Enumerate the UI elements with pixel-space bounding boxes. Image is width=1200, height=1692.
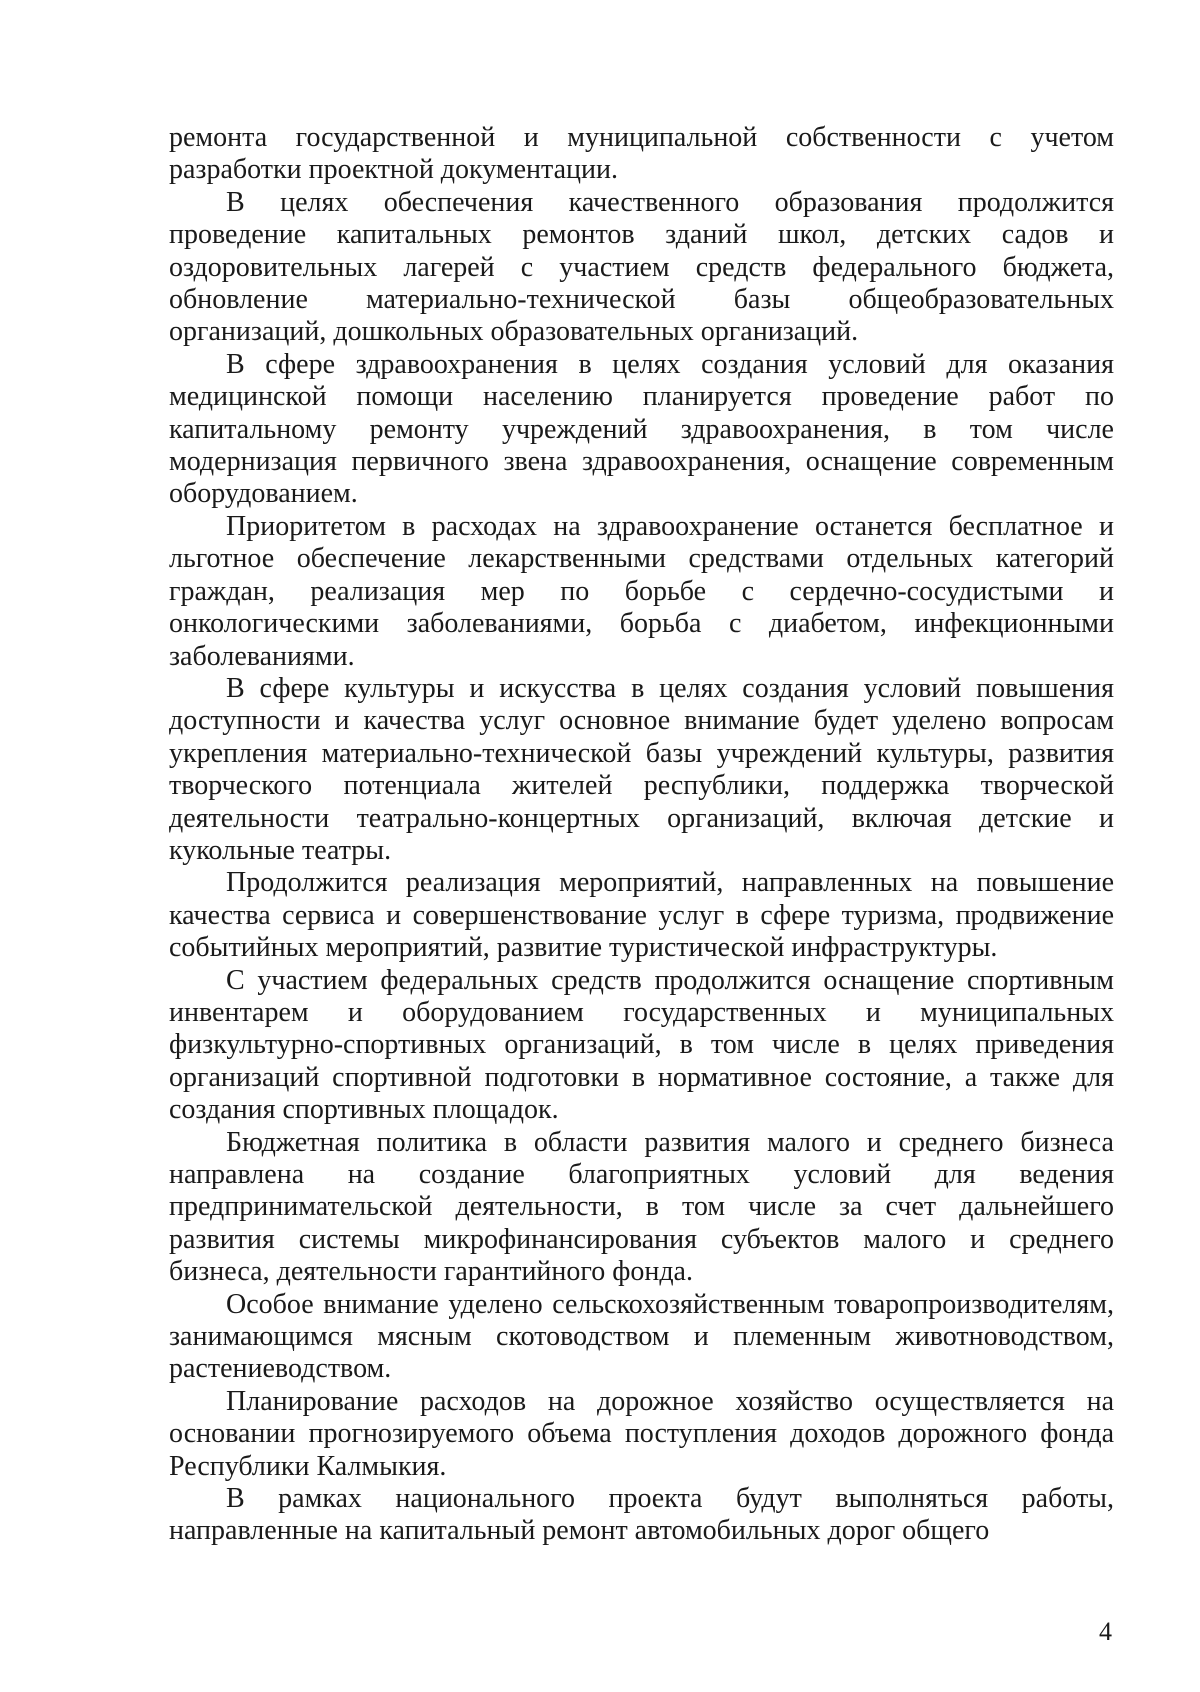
document-body (169, 122, 1114, 1548)
page-number: 4 (1099, 1617, 1112, 1646)
paragraph-sports: С участием федеральных средств продолжится оснащение спортивным инвентарем и оборудованием государственных и муниципальных физкультурно-спортивных организаций, в том числе в целях приведения организаций спортивной подготовки в нормативное состояние, а также для создания спортивных площадок. (169, 964, 1114, 1126)
paragraph-tourism: Продолжится реализация мероприятий, направленных на повышение качества сервиса и совершенствование услуг в сфере туризма, продвижение событийных мероприятий, развитие туристической инфраструктуры. (169, 867, 1114, 964)
paragraph-national-project: В рамках национального проекта будут выполняться работы, направленные на капитальный ремонт автомобильных дорог общего (169, 1483, 1114, 1547)
paragraph-agriculture: Особое внимание уделено сельскохозяйственным товаропроизводителям, занимающимся мясным скотоводством и племенным животноводством, растениеводством. (169, 1288, 1114, 1385)
paragraph-healthcare: В сфере здравоохранения в целях создания условий для оказания медицинской помощи населению планируется проведение работ по капитальному ремонту учреждений здравоохранения, в том числе модернизация первичного звена здравоохранения, оснащение современным оборудованием. (169, 348, 1114, 510)
paragraph-business: Бюджетная политика в области развития малого и среднего бизнеса направлена на создание благоприятных условий для ведения предпринимательской деятельности, в том числе за счет дальнейшего развития системы микрофинансирования субъектов малого и среднего бизнеса, деятельности гарантийного фонда. (169, 1126, 1114, 1288)
paragraph-culture: В сфере культуры и искусства в целях создания условий повышения доступности и качества услуг основное внимание будет уделено вопросам укрепления материально-технической базы учреждений культуры, развития творческого потенциала жителей республики, поддержка творческой деятельности театрально-концертных организаций, включая детские и кукольные театры. (169, 672, 1114, 866)
paragraph-continuation: ремонта государственной и муниципальной собственности с учетом разработки проектной документации. (169, 122, 1114, 186)
paragraph-healthcare-priority: Приоритетом в расходах на здравоохранение останется бесплатное и льготное обеспечение лекарственными средствами отдельных категорий граждан, реализация мер по борьбе с сердечно-сосудистыми и онкологическими заболеваниями, борьба с диабетом, инфекционными заболеваниями. (169, 510, 1114, 672)
paragraph-education: В целях обеспечения качественного образования продолжится проведение капитальных ремонтов зданий школ, детских садов и оздоровительных лагерей с участием средств федерального бюджета, обновление материально-технической базы общеобразовательных организаций, дошкольных образовательных организаций. (169, 186, 1114, 348)
paragraph-road-planning: Планирование расходов на дорожное хозяйство осуществляется на основании прогнозируемого объема поступления доходов дорожного фонда Республики Калмыкия. (169, 1385, 1114, 1482)
